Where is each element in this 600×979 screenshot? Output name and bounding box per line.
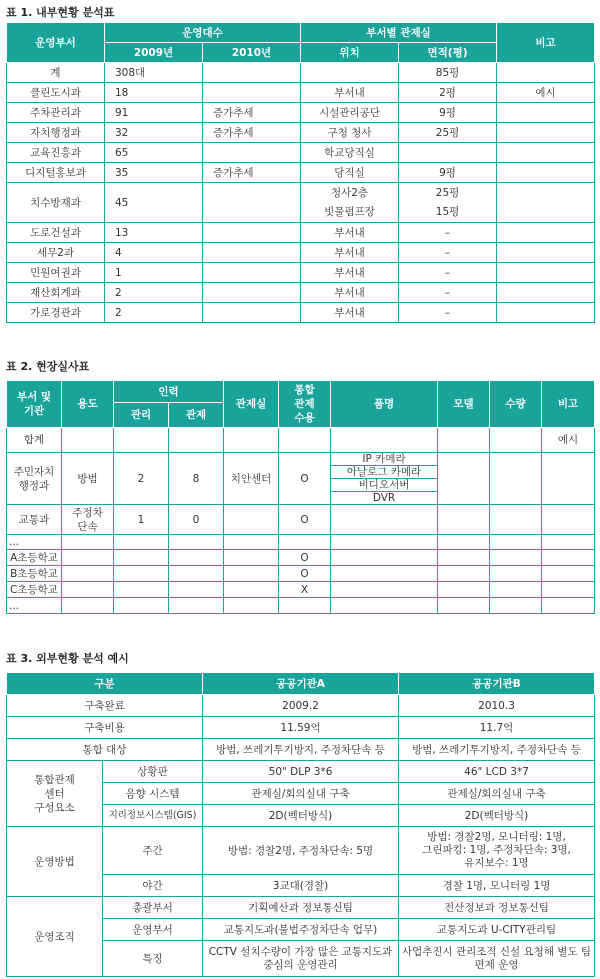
cell: 2009.2: [203, 695, 399, 717]
cell: 합계: [7, 428, 62, 453]
table-row: [7, 143, 595, 163]
cell: 예시: [542, 428, 595, 453]
cell-line: 청사2층: [330, 186, 369, 199]
cell: [203, 223, 301, 243]
cell: 부서내: [301, 83, 399, 103]
cell: 35: [105, 163, 203, 183]
table-row: [7, 827, 595, 875]
cell: 치수방재과: [7, 183, 105, 223]
cell: 증가추세: [203, 123, 301, 143]
cell: O: [279, 550, 331, 566]
cell: 부서내: [301, 303, 399, 323]
cell: 계: [7, 63, 105, 83]
table-row: [7, 897, 595, 919]
header-location: 위치: [301, 43, 399, 63]
cell: 308대: [105, 63, 203, 83]
cell: 전산정보과 정보통신팀: [399, 897, 595, 919]
table1-internal-status: [6, 22, 595, 323]
header-note: 비고: [497, 23, 595, 63]
cell: IP 카메라: [331, 453, 438, 466]
cell: –: [399, 243, 497, 263]
cell: 50" DLP 3*6: [203, 761, 399, 783]
cell: 18: [105, 83, 203, 103]
header-integration: 통합 관제 수용: [279, 381, 331, 428]
cell: 교통지도과(불법주정차단속 업무): [203, 919, 399, 941]
cell: 특징: [103, 941, 203, 977]
cell: 46" LCD 3*7: [399, 761, 595, 783]
header-item: 품명: [331, 381, 438, 428]
header-org-a: 공공기관A: [203, 673, 399, 695]
table-row: [7, 183, 595, 223]
cell: [301, 183, 399, 223]
cell: 관제실/회의실내 구축: [203, 783, 399, 805]
table-row: [7, 761, 595, 783]
cell: 부서내: [301, 283, 399, 303]
table-row: [7, 283, 595, 303]
cell: 총괄부서: [103, 897, 203, 919]
cell: O: [279, 453, 331, 505]
table-row: [7, 582, 595, 598]
cell: 25평: [399, 123, 497, 143]
cell: 당직실: [301, 163, 399, 183]
cell: 주간: [103, 827, 203, 875]
header-dept: 운영부서: [7, 23, 105, 63]
cell: 교통과: [7, 505, 62, 535]
cell: 부서내: [301, 223, 399, 243]
header-room: 부서별 관제실: [301, 23, 497, 43]
cell: [497, 223, 595, 243]
cell: 9평: [399, 103, 497, 123]
cell: 재산회계과: [7, 283, 105, 303]
table-row: [7, 428, 595, 453]
cell: [497, 303, 595, 323]
table2-caption: 표 2. 현장실사표: [6, 360, 90, 373]
cell: 2010.3: [399, 695, 595, 717]
cell: CCTV 설치수량이 가장 많은 교통지도과 중심의 운영관리: [203, 941, 399, 977]
table-row: [7, 550, 595, 566]
cell: 8: [169, 453, 224, 505]
cell: 2: [105, 283, 203, 303]
cell: 운영조직: [7, 897, 103, 977]
cell: 아날로그 카메라: [331, 466, 438, 479]
table-row: [7, 123, 595, 143]
cell: 경찰 1명, 모니터링 1명: [399, 875, 595, 897]
table3-caption: 표 3. 외부현황 분석 예시: [6, 652, 129, 665]
cell: 65: [105, 143, 203, 163]
cell: 통합 대상: [7, 739, 203, 761]
header-use: 용도: [62, 381, 114, 428]
header-2010: 2010년: [203, 43, 301, 63]
table-row: [7, 303, 595, 323]
cell: [497, 123, 595, 143]
cell: [203, 63, 301, 83]
table-row: [7, 505, 595, 535]
cell: [203, 243, 301, 263]
header-note: 비고: [542, 381, 595, 428]
cell: 구청 청사: [301, 123, 399, 143]
header-category: 구분: [7, 673, 203, 695]
cell: 주민자치 행정과: [7, 453, 62, 505]
cell: 증가추세: [203, 163, 301, 183]
cell: 2D(벡터방식): [399, 805, 595, 827]
cell: O: [279, 566, 331, 582]
cell: –: [399, 263, 497, 283]
cell: O: [279, 505, 331, 535]
cell: 비디오서버: [331, 479, 438, 492]
cell: 상황판: [103, 761, 203, 783]
cell: [497, 243, 595, 263]
cell: C초등학교: [7, 582, 62, 598]
cell: A초등학교: [7, 550, 62, 566]
cell: [203, 83, 301, 103]
cell-line: 25평: [435, 186, 460, 199]
cell: [301, 63, 399, 83]
header-mgmt: 관리: [114, 403, 169, 428]
table-row: [7, 243, 595, 263]
cell: 관제실/회의실내 구축: [399, 783, 595, 805]
cell: 45: [105, 183, 203, 223]
cell: [497, 183, 595, 223]
cell-line: 15평: [435, 205, 460, 218]
cell: ...: [7, 535, 62, 550]
cell: 2: [105, 303, 203, 323]
cell: [497, 263, 595, 283]
cell: 증가추세: [203, 103, 301, 123]
cell: 3교대(경찰): [203, 875, 399, 897]
table-row: [7, 163, 595, 183]
cell: [497, 103, 595, 123]
cell: [399, 143, 497, 163]
header-control-room: 관제실: [224, 381, 279, 428]
cell: 구축비용: [7, 717, 203, 739]
cell: X: [279, 582, 331, 598]
cell: [497, 143, 595, 163]
cell: [203, 263, 301, 283]
cell: 방범, 쓰레기투기방지, 주정차단속 등: [399, 739, 595, 761]
cell: 세무2과: [7, 243, 105, 263]
cell: [203, 183, 301, 223]
cell: 0: [169, 505, 224, 535]
cell: 11.7억: [399, 717, 595, 739]
cell: 2평: [399, 83, 497, 103]
table1-caption: 표 1. 내부현황 분석표: [6, 6, 115, 19]
table-row: [7, 83, 595, 103]
cell: 음향 시스템: [103, 783, 203, 805]
cell: 4: [105, 243, 203, 263]
header-2009: 2009년: [105, 43, 203, 63]
cell: 13: [105, 223, 203, 243]
cell: [203, 303, 301, 323]
cell: 2: [114, 453, 169, 505]
cell: 민원여권과: [7, 263, 105, 283]
cell: 교육진흥과: [7, 143, 105, 163]
cell: 교통지도과 U-CITY관리팀: [399, 919, 595, 941]
cell: 자치행정과: [7, 123, 105, 143]
cell: 부서내: [301, 243, 399, 263]
cell: 야간: [103, 875, 203, 897]
cell: 방범: 경찰2명, 모니터링: 1명, 그린파킹: 1명, 주정차단속: 3명, 유지보수: 1명: [399, 827, 595, 875]
cell: 11.59억: [203, 717, 399, 739]
cell: 학교당직실: [301, 143, 399, 163]
header-ctrl: 관제: [169, 403, 224, 428]
table-row: [7, 453, 595, 466]
header-dept: 부서 및 기관: [7, 381, 62, 428]
cell: 예시: [497, 83, 595, 103]
cell: [497, 163, 595, 183]
cell: 통합관제 센터 구성요소: [7, 761, 103, 827]
table-row: [7, 535, 595, 550]
cell: 주정차 단속: [62, 505, 114, 535]
cell: [203, 283, 301, 303]
cell: 32: [105, 123, 203, 143]
table2-site-survey: [6, 380, 595, 614]
cell: –: [399, 303, 497, 323]
cell: 주차관리과: [7, 103, 105, 123]
cell: 치안센터: [224, 453, 279, 505]
header-model: 모델: [438, 381, 490, 428]
cell: 기획예산과 정보통신팀: [203, 897, 399, 919]
cell: 운영방법: [7, 827, 103, 897]
table-row: [7, 223, 595, 243]
table-row: [7, 739, 595, 761]
cell: 방범: 경찰2명, 주정차단속: 5명: [203, 827, 399, 875]
cell: 시설관리공단: [301, 103, 399, 123]
cell: –: [399, 283, 497, 303]
cell: [203, 143, 301, 163]
cell: 방범: [62, 453, 114, 505]
cell: 1: [114, 505, 169, 535]
cell: DVR: [331, 492, 438, 505]
cell: 91: [105, 103, 203, 123]
cell: ...: [7, 598, 62, 614]
header-staff: 인력: [114, 381, 224, 403]
cell: 사업추진시 관리조직 신설 요청해 별도 팀 편제 운영: [399, 941, 595, 977]
cell: B초등학교: [7, 566, 62, 582]
cell: 운영부서: [103, 919, 203, 941]
cell: 디지털홍보과: [7, 163, 105, 183]
header-org-b: 공공기관B: [399, 673, 595, 695]
cell: [497, 63, 595, 83]
table3-external-analysis: [6, 672, 595, 977]
cell: 85평: [399, 63, 497, 83]
table-row: [7, 103, 595, 123]
cell: 가로경관과: [7, 303, 105, 323]
cell: 부서내: [301, 263, 399, 283]
cell: 구축완료: [7, 695, 203, 717]
cell: 9평: [399, 163, 497, 183]
cell: [399, 183, 497, 223]
cell-line: 빗물펌프장: [324, 205, 375, 218]
table-row: [7, 695, 595, 717]
table-row: [7, 63, 595, 83]
cell: 방범, 쓰레기투기방지, 주정차단속 등: [203, 739, 399, 761]
cell: 지리정보시스템(GIS): [103, 805, 203, 827]
header-qty: 수량: [490, 381, 542, 428]
table-row: [7, 717, 595, 739]
table-row: [7, 263, 595, 283]
table-row: [7, 598, 595, 614]
cell: –: [399, 223, 497, 243]
table-row: [7, 566, 595, 582]
cell: 도로건설과: [7, 223, 105, 243]
cell: [497, 283, 595, 303]
cell: 2D(벡터방식): [203, 805, 399, 827]
header-units: 운영대수: [105, 23, 301, 43]
cell: 클린도시과: [7, 83, 105, 103]
cell: 1: [105, 263, 203, 283]
header-area: 면적(평): [399, 43, 497, 63]
